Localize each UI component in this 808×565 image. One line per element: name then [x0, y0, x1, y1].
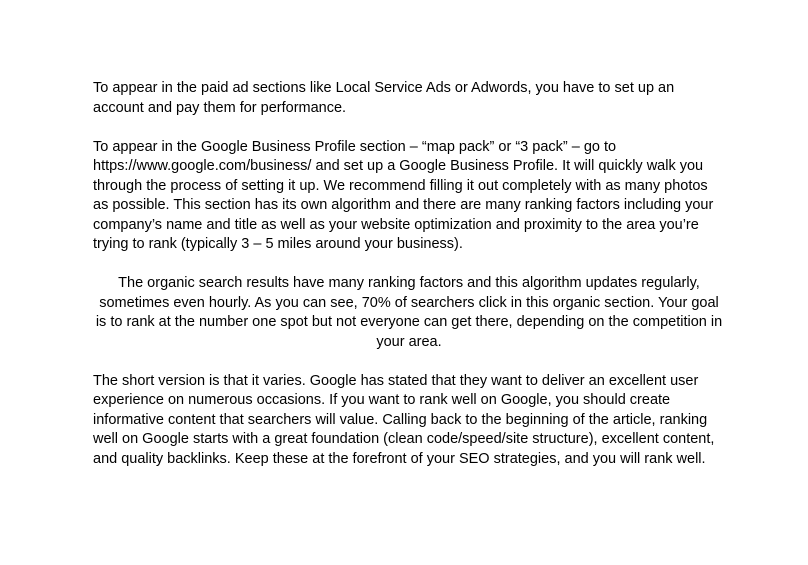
paragraph-organic-results: The organic search results have many ranking factors and this algorithm updates regularly, sometimes even hourly. As you can see, 70% of searchers click in this organic section. Your goal is to rank at the number one spot but not everyone can get there, depending on the competition in your area.: [95, 275, 723, 350]
paragraph-paid-ads: To appear in the paid ad sections like Local Service Ads or Adwords, you have to set up an account and pay them for performance.: [93, 80, 675, 116]
paragraph-business-profile: To appear in the Google Business Profile section – “map pack” or “3 pack” – go to https://www.google.com/business/ and set up a Google Business Profile. It will quickly walk you through the process of setting it up. We recommend filling it out completely with as many photos as possible. This section has its own algorithm and there are many ranking factors including your company’s name and title as well as your website optimization and proximity to the area you’re trying to rank (typically 3 – 5 miles around your business).: [93, 138, 714, 252]
paragraph-short-version: The short version is that it varies. Google has stated that they want to deliver an excellent user experience on numerous occasions. If you want to rank well on Google, you should create informative content that searchers will value. Calling back to the beginning of the article, ranking well on Google starts with a great foundation (clean code/speed/site structure), excellent content, and quality backlinks. Keep these at the forefront of your SEO strategies, and you will rank well.: [93, 372, 715, 467]
document-body: [93, 79, 725, 469]
